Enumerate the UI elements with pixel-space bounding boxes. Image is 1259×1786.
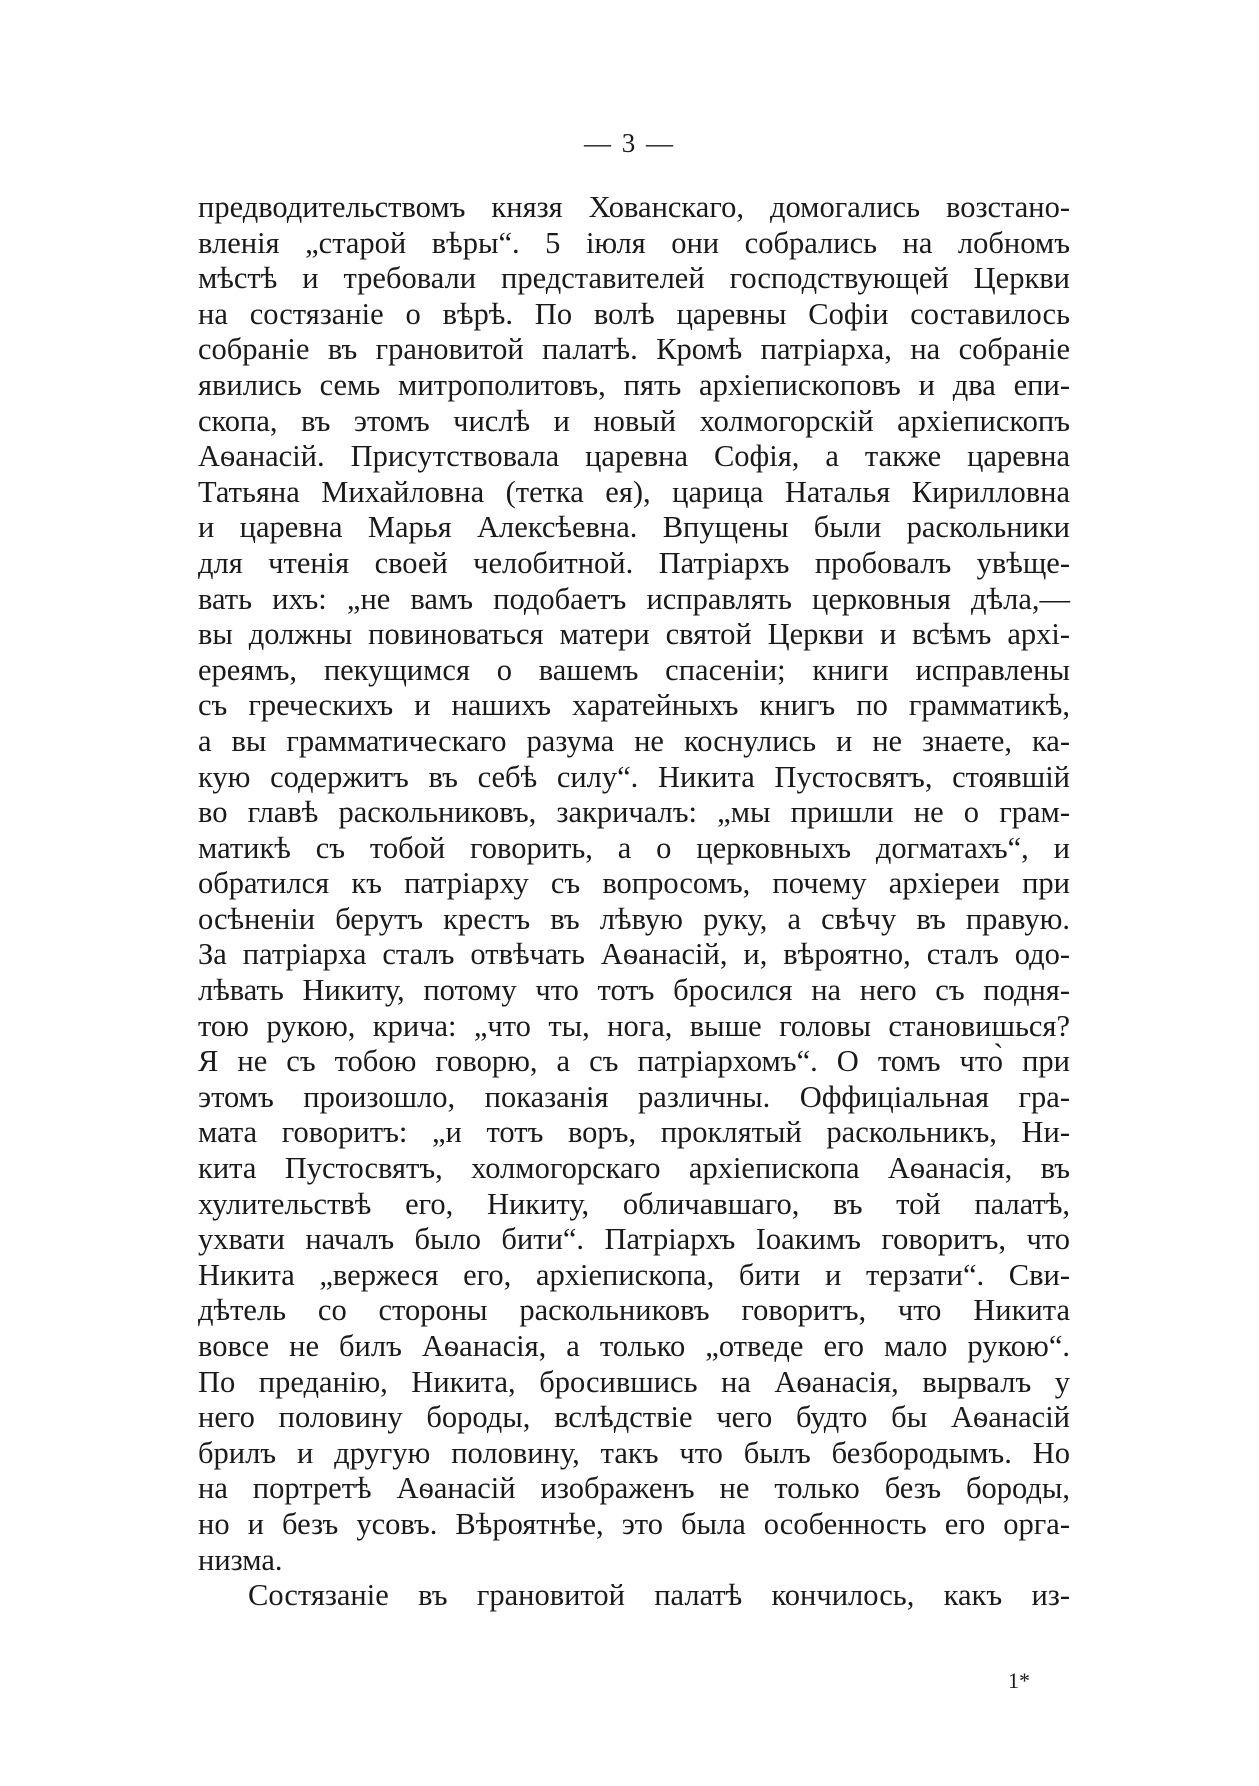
text-line: вы должны повиноваться матери святой Церкви и всѣмъ архі- bbox=[198, 617, 1070, 652]
text-line: на состязаніе о вѣрѣ. По волѣ царевны Софіи составилось bbox=[198, 296, 1070, 331]
text-line: предводительствомъ князя Хованскаго, домогались возстано- bbox=[198, 190, 1070, 224]
text-line: тою рукою, крича: „что ты, нога, выше головы становишься? bbox=[198, 1008, 1070, 1043]
text-line: кую содержитъ въ себѣ силу“. Никита Пустосвятъ, стоявшій bbox=[198, 759, 1070, 794]
text-line: Состязаніе въ грановитой палатѣ кончилось, какъ из- bbox=[248, 1578, 1070, 1613]
body-text bbox=[198, 190, 1070, 1614]
text-line: низма. bbox=[198, 1542, 283, 1577]
text-line: хулительствѣ его, Никиту, обличавшаго, въ той палатѣ, bbox=[198, 1186, 1070, 1221]
text-line: обратился къ патріарху съ вопросомъ, почему архіереи при bbox=[198, 866, 1070, 901]
text-line: брилъ и другую половину, такъ что былъ безбородымъ. Но bbox=[198, 1435, 1070, 1470]
text-line: вленія „старой вѣры“. 5 іюля они собрались на лобномъ bbox=[198, 225, 1070, 260]
paragraph-2 bbox=[198, 1578, 1070, 1614]
text-line: Я не съ тобою говорю, а съ патріархомъ“. О томъ что̀ при bbox=[198, 1044, 1070, 1079]
text-line: За патріарха сталъ отвѣчать Аѳанасій, и, вѣроятно, сталъ одо- bbox=[198, 937, 1070, 972]
text-line: вать ихъ: „не вамъ подобаетъ исправлять церковныя дѣла,— bbox=[198, 581, 1070, 616]
page-number: — 3 — bbox=[584, 128, 675, 158]
text-line: мѣстѣ и требовали представителей господствующей Церкви bbox=[198, 261, 1070, 296]
text-line: этомъ произошло, показанія различны. Оффиціальная гра- bbox=[198, 1079, 1070, 1114]
text-line: мата говоритъ: „и тотъ воръ, проклятый раскольникъ, Ни- bbox=[198, 1115, 1070, 1150]
text-line: но и безъ усовъ. Вѣроятнѣе, это была особенность его орга- bbox=[198, 1506, 1070, 1541]
text-line: во главѣ раскольниковъ, закричалъ: „мы пришли не о грам- bbox=[198, 795, 1070, 830]
text-line: явились семь митрополитовъ, пять архіепископовъ и два епи- bbox=[198, 367, 1070, 402]
text-line: съ греческихъ и нашихъ харатейныхъ книгъ по грамматикѣ, bbox=[198, 688, 1070, 723]
text-line: него половину бороды, вслѣдствіе чего будто бы Аѳанасій bbox=[198, 1400, 1070, 1435]
text-line: а вы грамматическаго разума не коснулись и не знаете, ка- bbox=[198, 723, 1070, 758]
printer-signature-mark: 1* bbox=[1008, 1668, 1030, 1693]
text-line: ухвати началъ было бити“. Патріархъ Іоакимъ говоритъ, что bbox=[198, 1222, 1070, 1257]
text-line: кита Пустосвятъ, холмогорскаго архіепископа Аѳанасія, въ bbox=[198, 1151, 1070, 1186]
text-line: собраніе въ грановитой палатѣ. Кромѣ патріарха, на собраніе bbox=[198, 332, 1070, 367]
text-line: скопа, въ этомъ числѣ и новый холмогорскій архіепископъ bbox=[198, 403, 1070, 438]
text-line: лѣвать Никиту, потому что тотъ бросился на него съ подня- bbox=[198, 973, 1070, 1008]
text-line: для чтенія своей челобитной. Патріархъ пробовалъ увѣще- bbox=[198, 545, 1070, 580]
text-line: и царевна Марья Алексѣевна. Впущены были раскольники bbox=[198, 510, 1070, 545]
text-line: Никита „вержеся его, архіепископа, бити и терзати“. Сви- bbox=[198, 1257, 1070, 1292]
text-line: Аѳанасій. Присутствовала царевна Софія, а также царевна bbox=[198, 439, 1070, 474]
text-line: осѣненіи берутъ крестъ въ лѣвую руку, а свѣчу въ правую. bbox=[198, 901, 1070, 936]
text-line: на портретѣ Аѳанасій изображенъ не только безъ бороды, bbox=[198, 1471, 1070, 1506]
text-line: ереямъ, пекущимся о вашемъ спасеніи; книги исправлены bbox=[198, 652, 1070, 687]
text-line: вовсе не билъ Аѳанасія, а только „отведе его мало рукою“. bbox=[198, 1329, 1070, 1363]
text-line: Татьяна Михайловна (тетка ея), царица Наталья Кирилловна bbox=[198, 474, 1070, 509]
text-line: матикѣ съ тобой говорить, а о церковныхъ догматахъ“, и bbox=[198, 830, 1070, 865]
paragraph-1 bbox=[198, 190, 1070, 1578]
text-line: дѣтель со стороны раскольниковъ говоритъ, что Никита bbox=[198, 1293, 1070, 1328]
text-line: По преданію, Никита, бросившись на Аѳанасія, вырвалъ у bbox=[198, 1364, 1070, 1399]
